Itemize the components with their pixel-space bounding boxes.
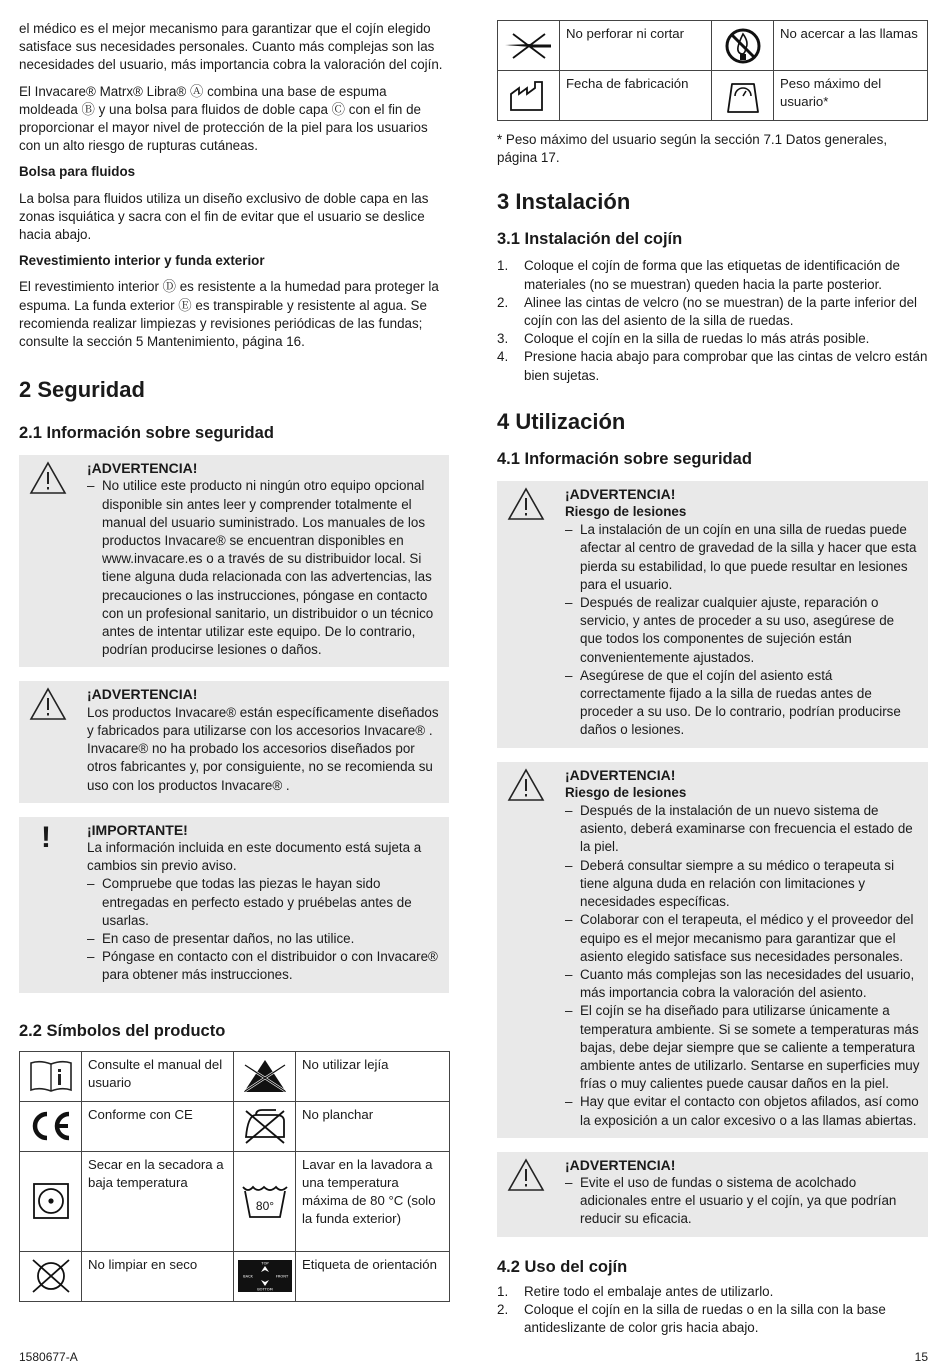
warning-title: ¡ADVERTENCIA! [565, 485, 676, 502]
orient-front: FRONT [275, 1274, 288, 1279]
heading-usage-safety-info: 4.1 Información sobre seguridad [497, 449, 752, 468]
important-text: La información incluida en este documento está sujeta a cambios sin previo aviso. [87, 839, 422, 874]
use-step: 1. Retire todo el embalaje antes de utilizarlo. [497, 1283, 774, 1299]
symbol-label: No utilizar lejía [296, 1051, 450, 1101]
heading-cushion-install: 3.1 Instalación del cojín [497, 230, 683, 249]
left-column [19, 20, 449, 1302]
warning-title: ¡ADVERTENCIA! [87, 686, 198, 703]
orient-back: BACK [242, 1274, 253, 1279]
warning-triangle-icon [507, 487, 545, 521]
heading-utilizacion: 4 Utilización [497, 408, 626, 434]
document-number: 1580677-A [19, 1350, 78, 1364]
symbol-cell [712, 71, 774, 121]
symbol-label: Etiqueta de orientación [296, 1251, 450, 1301]
warning-title: ¡ADVERTENCIA! [565, 766, 676, 783]
no-iron-icon [240, 1107, 290, 1145]
symbol-label: Secar en la secadora a baja temperatura [82, 1151, 234, 1251]
symbol-cell [20, 1151, 82, 1251]
warning-title: ¡ADVERTENCIA! [87, 460, 198, 477]
symbols-table-continued [497, 20, 928, 121]
page-number: 15 [914, 1350, 928, 1364]
warning-item: – El cojín se ha diseñado para utilizarse únicamente a temperatura ambiente. Si se somete a temperaturas más bajas, debe dejar siempre que se caliente a temperatura ambiente antes de utilizarlo. Sentarse en superficies muy frías o muy calientes puede causar daños en la piel. [565, 1002, 920, 1093]
machine-wash-80-icon [240, 1181, 290, 1221]
symbol-cell [498, 71, 560, 121]
product-description: El Invacare® Matrx® Libra® Ⓐ combina una base de espuma moldeada Ⓑ y una bolsa para fluidos de doble capa Ⓒ con el fin de proporcionar el mayor nivel de protección de la piel para los usuarios con un alto riesgo de rupturas cutáneas. [19, 83, 428, 154]
symbol-cell [20, 1101, 82, 1151]
use-steps [497, 1283, 928, 1338]
heading-instalacion: 3 Instalación [497, 189, 631, 215]
exclamation-icon: ! [41, 820, 51, 854]
warning-title: ¡ADVERTENCIA! [565, 1156, 676, 1173]
symbol-label: Consulte el manual del usuario [82, 1051, 234, 1101]
orient-bottom: BOTTOM [256, 1287, 273, 1292]
symbols-table [19, 1051, 450, 1302]
important-item: – En caso de presentar daños, no las utilice. [87, 930, 441, 948]
no-dry-clean-icon [27, 1257, 75, 1295]
no-bleach-icon [241, 1057, 289, 1095]
no-open-flame-icon [723, 26, 763, 66]
manual-book-icon [28, 1059, 74, 1093]
subheading-fluid-bag: Bolsa para fluidos [19, 164, 136, 180]
warning-box [19, 455, 449, 667]
warning-triangle-icon [29, 687, 67, 721]
symbol-label: No planchar [296, 1101, 450, 1151]
symbol-cell [234, 1151, 296, 1251]
warning-triangle-icon [507, 1158, 545, 1192]
warning-box [19, 681, 449, 802]
install-step: 3. Coloque el cojín en la silla de ruedas lo más atrás posible. [497, 331, 870, 347]
install-step: 4. Presione hacia abajo para comprobar que las cintas de velcro están bien sujetas. [497, 349, 928, 383]
warning-subtitle: Riesgo de lesiones [565, 504, 687, 520]
important-item: – Compruebe que todas las piezas le hayan sido entregadas en perfecto estado y pruébelas antes de usarlas. [87, 875, 441, 930]
warning-item: – Asegúrese de que el cojín del asiento está correctamente fijado a la silla de ruedas antes de proceder a su uso. De lo contrario, podrían producirse daños o lesiones. [565, 667, 920, 740]
weight-note: * Peso máximo del usuario según la sección 7.1 Datos generales, página 17. [497, 132, 888, 166]
covers-paragraph: El revestimiento interior Ⓓ es resistente a la humedad para proteger la espuma. La funda exterior Ⓔ es transpirable y resistente al agua. Se recomienda realizar limpiezas y revisiones periódicas de las fundas; consulte la sección 5 Mantenimiento, página 16. [19, 279, 439, 350]
wash-temperature: 80° [255, 1199, 274, 1214]
important-title: ¡IMPORTANTE! [87, 821, 188, 838]
symbol-cell [234, 1101, 296, 1151]
important-box [19, 817, 449, 993]
heading-product-symbols: 2.2 Símbolos del producto [19, 1021, 226, 1040]
use-step: 2. Coloque el cojín en la silla de ruedas o en la silla con la base antideslizante de color gris hacia abajo. [497, 1301, 886, 1335]
warning-item: – Hay que evitar el contacto con objetos afilados, así como la exposición a un calor excesivo o a las llamas abiertas. [565, 1093, 920, 1129]
symbol-cell [234, 1051, 296, 1101]
warning-item: – Después de la instalación de un nuevo sistema de asiento, deberá examinarse con frecuencia el estado de la piel. [565, 802, 920, 857]
install-step: 2. Alinee las cintas de velcro (no se muestran) de la parte inferior del cojín con las del asiento de la silla de ruedas. [497, 294, 917, 329]
warning-item: – Evite el uso de fundas o sistema de acolchado adicionales entre el usuario y el cojín, ya que podrían reducir su eficacia. [565, 1174, 920, 1229]
warning-triangle-icon [29, 461, 67, 495]
warning-text: Los productos Invacare® están específicamente diseñados y fabricados para utilizarse con los accesorios Invacare® . Invacare® no ha probado los accesorios diseñados por otros fabricantes y, por consiguiente, no se recomienda su uso con los productos Invacare® . [87, 704, 439, 793]
warning-item: – La instalación de un cojín en una silla de ruedas puede afectar al centro de gravedad de la silla y hacer que esta pierda su estabilidad, lo que puede resultar en lesiones para el usuario. [565, 521, 920, 594]
symbol-label: Conforme con CE [82, 1101, 234, 1151]
heading-seguridad: 2 Seguridad [19, 377, 145, 403]
warning-item: – Después de realizar cualquier ajuste, reparación o servicio, y antes de proceder a su uso, asegúrese de que todos los componentes de sujeción están convenientemente ajustados. [565, 594, 920, 667]
important-item: – Póngase en contacto con el distribuidor o con Invacare® para obtener más instrucciones. [87, 948, 441, 984]
no-cut-icon [501, 31, 557, 61]
symbol-cell [498, 21, 560, 71]
intro-paragraph: el médico es el mejor mecanismo para garantizar que el cojín elegido satisface sus necesidades personales. Cuanto más complejas son las necesidades del usuario, más importancia cobra la valoración del cojín. [19, 21, 443, 73]
subheading-covers: Revestimiento interior y funda exterior [19, 253, 265, 269]
warning-item: – No utilice este producto ni ningún otro equipo opcional disponible sin antes leer y comprender totalmente el manual del usuario suministrado. Los manuales de los productos Invacare® se encuentran disponibles en www.invacare.es o a través de su distribuidor local. Si tiene alguna duda relacionada con las advertencias, las precauciones o las instrucciones, póngase en contacto con un profesional sanitario, un distribuidor o un técnico antes de intentar utilizar este equipo. De lo contrario, podrían producirse lesiones o daños. [87, 477, 441, 659]
warning-item: – Cuanto más complejas son las necesidades del usuario, más importancia cobra la valoración del asiento. [565, 966, 920, 1002]
install-step: 1. Coloque el cojín de forma que las etiquetas de identificación de materiales (no se muestran) queden hacia la parte posterior. [497, 258, 900, 292]
right-column [497, 20, 928, 1345]
symbol-label: No acercar a las llamas [774, 21, 928, 71]
symbol-label: No perforar ni cortar [560, 21, 712, 71]
tumble-dry-low-icon [31, 1181, 71, 1221]
symbol-cell [712, 21, 774, 71]
warning-item: – Colaborar con el terapeuta, el médico y el proveedor del equipo es el mejor mecanismo para garantizar que el asiento elegido satisface sus necesidades personales. [565, 911, 920, 966]
warning-item: – Deberá consultar siempre a su médico o terapeuta si tiene alguna duda en relación con limitaciones y necesidades específicas. [565, 857, 920, 912]
ce-mark-icon [27, 1109, 75, 1143]
warning-box [497, 481, 928, 748]
warning-triangle-icon [507, 768, 545, 802]
orient-top: TOP [260, 1261, 269, 1266]
manufacture-date-icon [507, 79, 551, 113]
fluid-bag-paragraph: La bolsa para fluidos utiliza un diseño exclusivo de doble capa en las zonas isquiática y sacra con el fin de evitar que el usuario se deslice hacia abajo. [19, 190, 429, 243]
install-steps [497, 257, 928, 384]
symbol-label: Fecha de fabricación [560, 71, 712, 121]
symbol-label: Lavar en la lavadora a una temperatura máxima de 80 °C (solo la funda exterior) [296, 1151, 450, 1251]
orientation-label-icon [237, 1259, 293, 1293]
heading-safety-info: 2.1 Información sobre seguridad [19, 424, 274, 443]
warning-box [497, 1152, 928, 1237]
max-user-weight-icon [722, 77, 764, 115]
warning-subtitle: Riesgo de lesiones [565, 784, 687, 800]
heading-cushion-use: 4.2 Uso del cojín [497, 1257, 628, 1276]
warning-box [497, 762, 928, 1138]
symbol-cell [234, 1251, 296, 1301]
symbol-label: No limpiar en seco [82, 1251, 234, 1301]
symbol-cell [20, 1051, 82, 1101]
symbol-label: Peso máximo del usuario* [774, 71, 928, 121]
symbol-cell [20, 1251, 82, 1301]
